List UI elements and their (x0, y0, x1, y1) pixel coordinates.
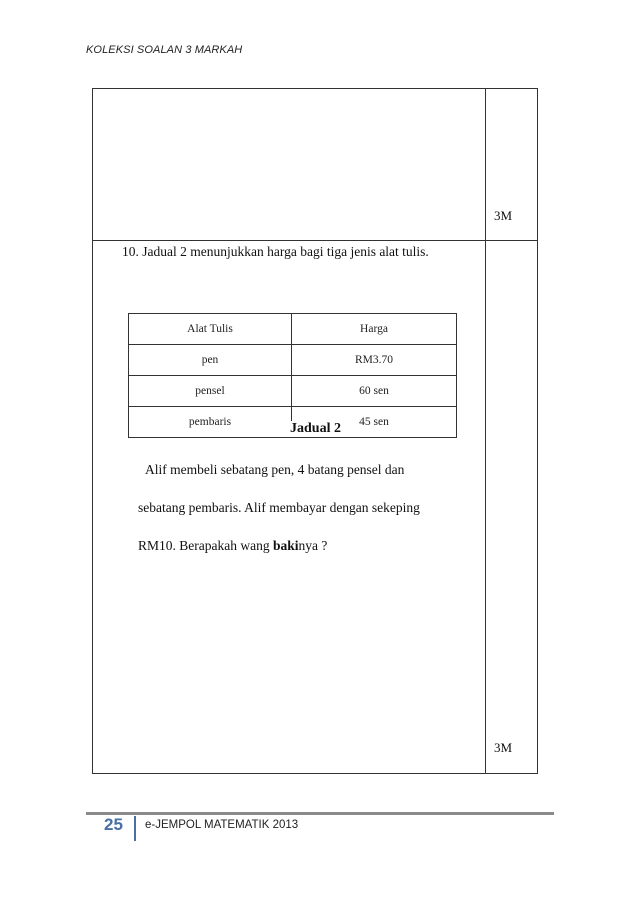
problem-line-3 (138, 538, 327, 554)
table-caption: Jadual 2 (290, 421, 341, 436)
table-header-cell: Harga (292, 314, 457, 345)
problem-line-3-start: RM10. Berapakah wang (138, 538, 273, 553)
table-cell: pembaris (129, 407, 292, 438)
table-cell: 45 sen (292, 407, 457, 438)
box-column-divider (485, 88, 486, 774)
problem-line-3-bold: baki (272, 538, 299, 553)
problem-line-1: Alif membeli sebatang pen, 4 batang pensel dan (145, 462, 405, 477)
problem-line-2: sebatang pembaris. Alif membayar dengan sekeping (138, 500, 420, 515)
footer-text: e-JEMPOL MATEMATIK 2013 (145, 819, 299, 831)
mark-top: 3M (494, 208, 513, 223)
page-header: KOLEKSI SOALAN 3 MARKAH (86, 44, 243, 56)
question-text: 10. Jadual 2 menunjukkan harga bagi tiga jenis alat tulis. (122, 244, 429, 259)
box-row-divider (92, 240, 538, 241)
footer-separator (134, 816, 136, 841)
box-right-border (537, 88, 538, 774)
table-row (129, 376, 457, 407)
table-cell: 60 sen (292, 376, 457, 407)
table-header-cell: Alat Tulis (129, 314, 292, 345)
box-bottom-border (92, 773, 538, 774)
table-header-row (129, 314, 457, 345)
problem-line-3-end: nya ? (298, 538, 328, 553)
price-table (128, 313, 457, 438)
table-cell: pensel (129, 376, 292, 407)
mark-bottom: 3M (494, 740, 513, 755)
footer-rule (86, 812, 554, 815)
page-number: 25 (104, 815, 123, 834)
box-left-border (92, 88, 93, 774)
table-cell: RM3.70 (292, 345, 457, 376)
box-top-border (92, 88, 538, 89)
table-cell: pen (129, 345, 292, 376)
table-row (129, 345, 457, 376)
